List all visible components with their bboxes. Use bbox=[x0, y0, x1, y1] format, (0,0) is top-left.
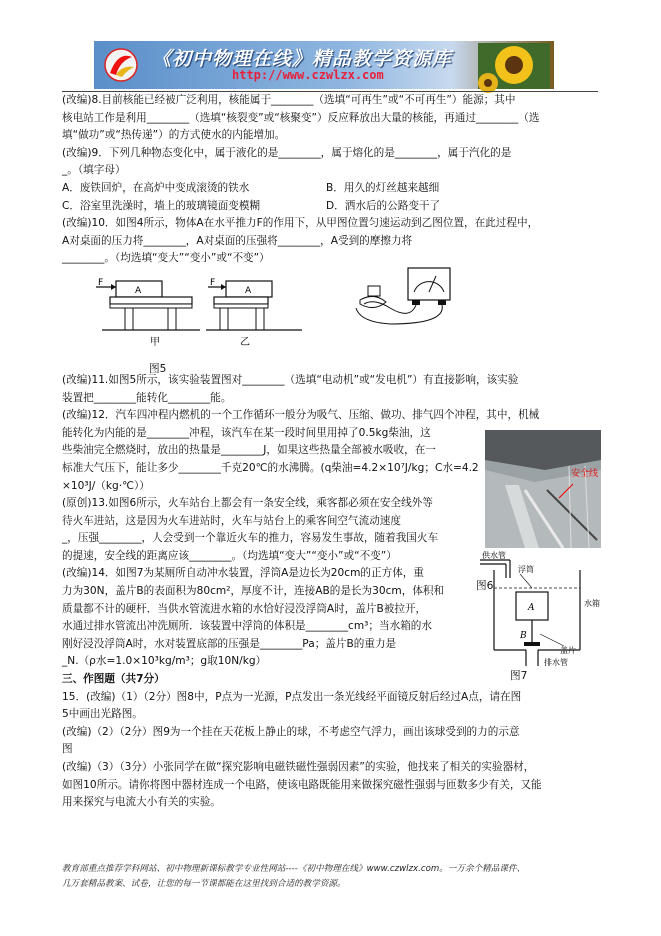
label-F-jia: F bbox=[98, 278, 104, 288]
q14-line4: 水通过排水管流出冲洗厕所．该装置中浮筒的体积是________cm³；当水箱的水 bbox=[62, 620, 432, 633]
section3-heading: 三、作图题（共7分） bbox=[62, 673, 165, 686]
label-tank-float: 浮筒 bbox=[518, 565, 534, 574]
figure-6-train-platform bbox=[485, 430, 601, 548]
figure-7-flush-tank bbox=[480, 550, 598, 668]
q9-line1: (改编)9．下列几种物态变化中，属于液化的是________，属于熔化的是________，属于汽化的是 bbox=[62, 146, 512, 159]
label-fig7: 图7 bbox=[510, 670, 528, 682]
q14-line3: 质量都不计的硬杆．当供水管流进水箱的水恰好浸没浮筒A时，盖片B被拉开， bbox=[62, 602, 427, 615]
q12-line5: ×10³J/（kg·℃）） bbox=[62, 479, 150, 492]
q9-options-row1 bbox=[62, 180, 602, 198]
q9-option-d: D．洒水后的公路变干了 bbox=[326, 199, 441, 212]
q14-line2: 力为30N，盖片B的表面积为80cm²，厚度不计，连接AB的是长为30cm，体积和 bbox=[62, 585, 445, 598]
page-footer bbox=[62, 862, 602, 892]
q15-line6: 如图10所示。请你将图中器材连成一个电路，使该电路既能用来做探究磁性强弱与匝数多少有关，又能 bbox=[62, 778, 542, 791]
label-tank-inlet: 供水管 bbox=[482, 551, 506, 560]
q11-line2: 装置把________能转化________能。 bbox=[62, 391, 232, 404]
q9-option-a: A．废铁回炉，在高炉中变成滚烫的铁水 bbox=[62, 181, 250, 194]
q13-line4: 的提速，安全线的距离应该________。（均选填“变大”“变小”或“不变”） bbox=[62, 549, 397, 562]
q9-option-c: C．浴室里洗澡时，墙上的玻璃镜面变模糊 bbox=[62, 199, 261, 212]
q13-line3: _，压强________，人会受到一个靠近火车的推力，容易发生事故，随着我国火车 bbox=[62, 532, 439, 545]
q15-line1: 15．(改编)（1）（2分）图8中，P点为一光源，P点发出一条光线经平面镜反射后经过A点，请在图 bbox=[62, 690, 522, 703]
label-tank-B: B bbox=[520, 631, 527, 641]
q13-line1: (原创)13.如图6所示，火车站台上都会有一条安全线，乘客都必须在安全线外等 bbox=[62, 497, 433, 510]
figure-4-push-block bbox=[90, 277, 320, 357]
label-tank-outlet: 排水管 bbox=[544, 658, 568, 667]
label-tank-cover: 盖片 bbox=[560, 646, 576, 655]
q15-line2: 5中画出光路图。 bbox=[62, 708, 143, 721]
q13-line2: 待火车进站，这是因为火车进站时，火车与站台上的乘客间空气流动速度 bbox=[62, 514, 401, 527]
label-tank-A: A bbox=[528, 603, 535, 613]
q14-line5: 刚好浸没浮筒A时，水对装置底部的压强是________Pa；盖片B的重力是 bbox=[62, 637, 397, 650]
q12-line4: 标准大气压下，能让多少________千克20℃的水沸腾。(q柴油=4.2×10⁷J/kg；C水=4.2 bbox=[62, 461, 479, 474]
q9-option-b: B．用久的灯丝越来越细 bbox=[326, 181, 440, 194]
footer-line1: 教育部重点推荐学科网站、初中物理新课标教学专业性网站----《初中物理在线》www.czwlzx.com。一万余个精品课件、 bbox=[62, 864, 526, 874]
q15-line7: 用来探究与电流大小有关的实验。 bbox=[62, 796, 221, 809]
banner-url[interactable]: http://www.czwlzx.com bbox=[232, 68, 384, 82]
label-jia: 甲 bbox=[150, 337, 160, 348]
label-tank-water: 水箱 bbox=[584, 599, 600, 608]
site-logo-icon bbox=[102, 47, 140, 83]
q15-line5: (改编)（3）（3分）小张同学在做“探究影响电磁铁磁性强弱因素”的实验，他找来了相关的实验器材， bbox=[62, 761, 535, 773]
header-banner bbox=[94, 41, 554, 89]
q12-line2: 能转化为内能的是________冲程，该汽车在某一段时间里用掉了0.5kg柴油，这 bbox=[62, 426, 431, 439]
label-fig6: 图6 bbox=[476, 580, 494, 592]
q9-line2: _。（填字母） bbox=[62, 164, 126, 177]
label-yi: 乙 bbox=[240, 337, 250, 348]
q10-line3: ________。（均选填“变大”“变小”或“不变”） bbox=[62, 252, 270, 265]
q10-line2: A对桌面的压力将________，A对桌面的压强将________，A受到的摩擦力将 bbox=[62, 234, 413, 247]
label-A-yi: A bbox=[245, 286, 252, 296]
q14-line1: (改编)14．如图7为某厕所自动冲水装置，浮筒A是边长为20cm的正方体，重 bbox=[62, 567, 424, 580]
banner-title: 《初中物理在线》精品教学资源库 bbox=[152, 48, 453, 70]
q8-line1: (改编)8.目前核能已经被广泛利用，核能属于________（选填“可再生”或“不可再生”）能源；其中 bbox=[62, 94, 516, 106]
q8-line3: 填“做功”或“热传递”）的方式使水的内能增加。 bbox=[62, 129, 286, 142]
footer-line2: 几万套精品教案、试卷，让您的每一节课都能在这里找到合适的教学资源。 bbox=[62, 879, 346, 889]
q12-line3: 些柴油完全燃烧时，放出的热量是________J，如果这些热量全部被水吸收，在一 bbox=[62, 444, 436, 457]
q10-line1: (改编)10．如图4所示，物体A在水平推力F的作用下，从甲图位置匀速运动到乙图位置，在此过程中， bbox=[62, 217, 539, 230]
q9-options-row2 bbox=[62, 198, 602, 216]
q15-line3: (改编)（2）（2分）图9为一个挂在天花板上静止的球，不考虑空气浮力，画出该球受到的力的示意 bbox=[62, 725, 520, 738]
q15-line4: 图 bbox=[62, 743, 73, 756]
figure-5-galvanometer bbox=[350, 262, 470, 330]
figure-jia bbox=[96, 281, 200, 330]
sunflower-icon bbox=[478, 43, 550, 89]
label-A-jia: A bbox=[135, 286, 142, 296]
q14-line6: _N.（ρ水=1.0×10³kg/m³；g取10N/kg） bbox=[62, 655, 267, 668]
figure-yi bbox=[206, 281, 302, 330]
label-F-yi: F bbox=[210, 278, 216, 288]
label-safety-line: 安全线 bbox=[571, 469, 599, 479]
q8-line2: 核电站工作是利用________（选填“核裂变”或“核聚变”）反应释放出大量的核能，再通过________（选 bbox=[62, 111, 540, 124]
q12-line1: (改编)12．汽车四冲程内燃机的一个工作循环一般分为吸气、压缩、做功、排气四个冲程，其中，机械 bbox=[62, 409, 540, 422]
q11-line1: (改编)11.如图5所示，该实验装置图对________（选填“电动机”或“发电机”）有直接影响，该实验 bbox=[62, 373, 519, 386]
label-fig5: 图5 bbox=[149, 363, 167, 375]
